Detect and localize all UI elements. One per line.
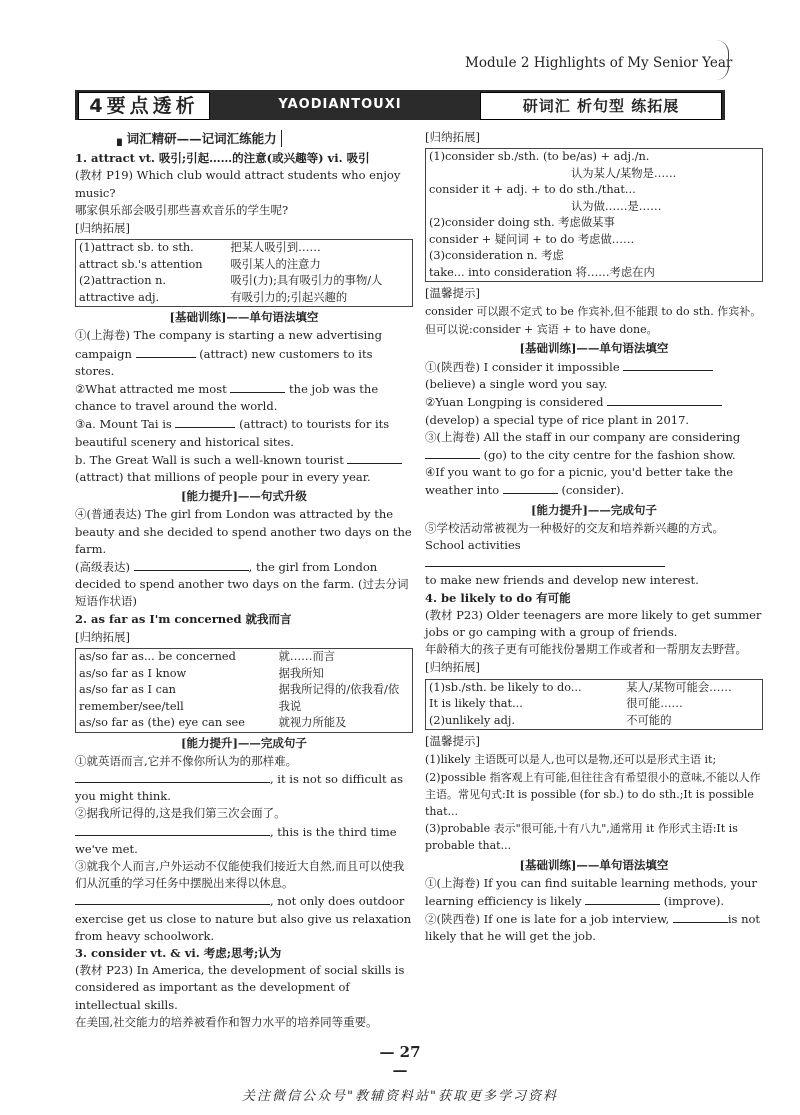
box-meaning: 某人/某物可能会…… xyxy=(626,680,732,694)
label-guina: [归纳拓展] xyxy=(75,629,130,644)
box-line: 认为某人/某物是…… xyxy=(571,166,677,180)
box-line: consider it + adj. + to do sth./that... xyxy=(429,183,636,197)
label-wenxin: [温馨提示] xyxy=(425,734,480,749)
word3-heading: 3. consider vt. & vi. 考虑;思考;认为 xyxy=(75,946,282,961)
word4-translation: 年龄稍大的孩子更有可能找份暑期工作或者和一帮朋友去野营。 xyxy=(425,642,747,657)
word1-example: (教材 P19) Which club would attract students who enjoy music? xyxy=(75,168,401,200)
answer-blank[interactable] xyxy=(75,892,270,905)
exercise: , not only does outdoor exercise get us close to nature but also give us relaxation from heavy schoolwork. xyxy=(75,894,412,943)
exercise: ①就英语而言,它并不像你所认为的那样难。 xyxy=(75,753,298,768)
left-column xyxy=(75,128,413,1031)
section-pinyin: YAODIANTOUXI xyxy=(278,97,402,112)
exercise: School activities xyxy=(425,537,763,572)
box-meaning: 据我所记得的/依我看/依我说 xyxy=(278,683,400,713)
section-subtitle: 研词汇 析句型 练拓展 xyxy=(480,92,722,120)
exercise: ①(陕西卷) I consider it impossible (believe) a single word you say. xyxy=(425,358,763,393)
tip-text: (3)probable 表示"很可能,十有八九",通常用 it 作形式主语:It is probable that... xyxy=(425,822,738,853)
box-phrase: attract sb.'s attention xyxy=(79,257,203,271)
box-phrase: as/so far as I know xyxy=(79,666,187,680)
answer-blank[interactable] xyxy=(607,393,722,406)
answer-blank[interactable] xyxy=(585,892,660,905)
box-meaning: 吸引某人的注意力 xyxy=(230,257,321,271)
label-nengli: [能力提升]——句式升级 xyxy=(181,489,307,504)
exercise: ③就我个人而言,户外运动不仅能使我们接近大自然,而且可以使我们从沉重的学习任务中摆脱出来得以休息。 xyxy=(75,859,405,891)
label-nengli: [能力提升]——完成句子 xyxy=(181,735,307,750)
exercise: ③(上海卷) All the staff in our company are considering (go) to the city centre for the fashion show. xyxy=(425,429,741,463)
tip-text: (1)likely 主语既可以是人,也可以是物,还可以是形式主语 it; xyxy=(425,753,717,767)
answer-blank[interactable] xyxy=(347,451,402,464)
exercise: ②Yuan Longping is considered (develop) a special type of rice plant in 2017. xyxy=(425,393,763,428)
word2-heading: 2. as far as I'm concerned 就我而言 xyxy=(75,611,292,626)
answer-blank[interactable] xyxy=(425,446,480,459)
tip-text: consider 可以跟不定式 to be 作宾补,但不能跟 to do sth. 作宾补。但可以说:consider + 宾语 + to have done。 xyxy=(425,305,762,336)
section-badge: 4要点透析 xyxy=(78,92,210,120)
word1-heading: 1. attract vt. 吸引;引起……的注意(或兴趣等) vi. 吸引 xyxy=(75,151,370,166)
answer-blank[interactable] xyxy=(503,481,558,494)
box-meaning: 有吸引力的;引起兴趣的 xyxy=(230,290,348,304)
word2-expansion-box xyxy=(75,648,413,733)
word4-heading: 4. be likely to do 有可能 xyxy=(425,590,571,605)
box-line: (1)consider sb./sth. (to be/as) + adj./n. xyxy=(429,150,650,164)
exercise: ①(上海卷) The company is starting a new advertising campaign (attract) new customers to its stores. xyxy=(75,328,382,378)
answer-blank[interactable] xyxy=(75,823,270,836)
box-meaning: 吸引(力);具有吸引力的事物/人 xyxy=(230,274,383,288)
box-meaning: 把某人吸引到…… xyxy=(230,241,321,255)
box-phrase: (1)attract sb. to sth. xyxy=(79,241,194,255)
exercise: (高级表达) , the girl from London decided to spend another two days on the farm. (过去分词短语作状语) xyxy=(75,560,409,609)
box-line: take... into consideration 将……考虑在内 xyxy=(429,265,655,279)
box-line: (3)consideration n. 考虑 xyxy=(429,249,564,263)
box-line: consider + 疑问词 + to do 考虑做…… xyxy=(429,232,635,246)
box-phrase: as/so far as I can remember/see/tell xyxy=(79,683,184,713)
exercise: ④(普通表达) The girl from London was attracted by the beauty and she decided to spend another two days on the farm. xyxy=(75,507,412,556)
answer-blank[interactable] xyxy=(673,910,728,923)
label-jichu: [基础训练]——单句语法填空 xyxy=(169,310,319,325)
label-jichu: [基础训练]——单句语法填空 xyxy=(519,340,669,355)
exercise: ②据我所记得的,这是我们第三次会面了。 xyxy=(75,806,286,821)
box-phrase: as/so far as (the) eye can see xyxy=(79,716,245,730)
word3-example: (教材 P23) In America, the development of social skills is considered as important as the development of intellectual skills. xyxy=(75,963,405,1012)
footer-note: 关注微信公众号"教辅资料站"获取更多学习资料 xyxy=(242,1089,558,1104)
box-phrase: It is likely that... xyxy=(429,697,523,711)
label-guina: [归纳拓展] xyxy=(75,221,130,236)
exercise: to make new friends and develop new interest. xyxy=(425,573,699,588)
box-phrase: (1)sb./sth. be likely to do... xyxy=(429,680,582,694)
answer-blank[interactable] xyxy=(623,358,713,371)
label-nengli: [能力提升]——完成句子 xyxy=(531,502,657,517)
exercise: ①(上海卷) If you can find suitable learning methods, your learning efficiency is likely (improve). xyxy=(425,875,757,908)
exercise: ②(陕西卷) If one is late for a job interview, is not likely that he will get the job. xyxy=(425,912,761,944)
box-line: 认为做……是…… xyxy=(571,199,662,213)
exercise: ④If you want to go for a picnic, you'd better take the weather into (consider). xyxy=(425,465,734,498)
box-phrase: (2)unlikely adj. xyxy=(429,713,515,727)
word4-expansion-box xyxy=(425,679,763,731)
word3-expansion-box xyxy=(425,148,763,282)
box-phrase: (2)attraction n. xyxy=(79,274,166,288)
exercise: ②What attracted me most the job was the chance to travel around the world. xyxy=(75,382,379,414)
answer-blank[interactable] xyxy=(75,770,270,783)
box-phrase: as/so far as... be concerned xyxy=(79,650,236,664)
header-decoration xyxy=(716,40,729,80)
box-meaning: 就……而言 xyxy=(278,650,336,664)
label-guina: [归纳拓展] xyxy=(425,130,480,144)
word1-expansion-box xyxy=(75,239,413,307)
answer-blank[interactable] xyxy=(425,554,665,567)
word3-translation: 在美国,社交能力的培养被看作和智力水平的培养同等重要。 xyxy=(75,1014,378,1029)
word1-translation: 哪家俱乐部会吸引那些喜欢音乐的学生呢? xyxy=(75,202,289,217)
right-column xyxy=(425,128,763,946)
exercise: b. The Great Wall is such a well-known tourist (attract) that millions of people pour in every year. xyxy=(75,451,413,486)
label-guina: [归纳拓展] xyxy=(425,660,480,675)
exercise: ⑤学校活动常被视为一种极好的交友和培养新兴趣的方式。 xyxy=(425,520,724,535)
answer-blank[interactable] xyxy=(230,380,285,393)
tip-text: (2)possible 指客观上有可能,但往往含有希望很小的意味,不能以人作主语。常见句式:It is possible (for sb.) to do sth.;It is possible that... xyxy=(425,770,761,818)
answer-blank[interactable] xyxy=(175,415,235,428)
box-meaning: 据我所知 xyxy=(278,666,324,680)
page-number: — 27 — xyxy=(379,1043,421,1079)
exercise: , it is not so difficult as you might think. xyxy=(75,771,404,804)
box-meaning: 就视力所能及 xyxy=(278,716,347,730)
label-wenxin: [温馨提示] xyxy=(425,286,480,301)
exercise: ③a. Mount Tai is (attract) to tourists for its beautiful scenery and historical sites. xyxy=(75,417,390,449)
answer-blank[interactable] xyxy=(134,558,249,571)
box-meaning: 不可能的 xyxy=(626,713,672,727)
box-phrase: attractive adj. xyxy=(79,290,160,304)
label-jichu: [基础训练]——单句语法填空 xyxy=(519,857,669,872)
running-header: Module 2 Highlights of My Senior Year xyxy=(465,55,733,71)
box-meaning: 很可能…… xyxy=(626,697,683,711)
answer-blank[interactable] xyxy=(136,345,196,358)
word4-example: (教材 P23) Older teenagers are more likely to get summer jobs or go camping with a group of friends. xyxy=(425,607,762,640)
exercise: , this is the third time we've met. xyxy=(75,824,397,856)
box-line: (2)consider doing sth. 考虑做某事 xyxy=(429,216,615,230)
vocab-title: ▖词汇精研——记词汇练能力 xyxy=(117,130,282,147)
